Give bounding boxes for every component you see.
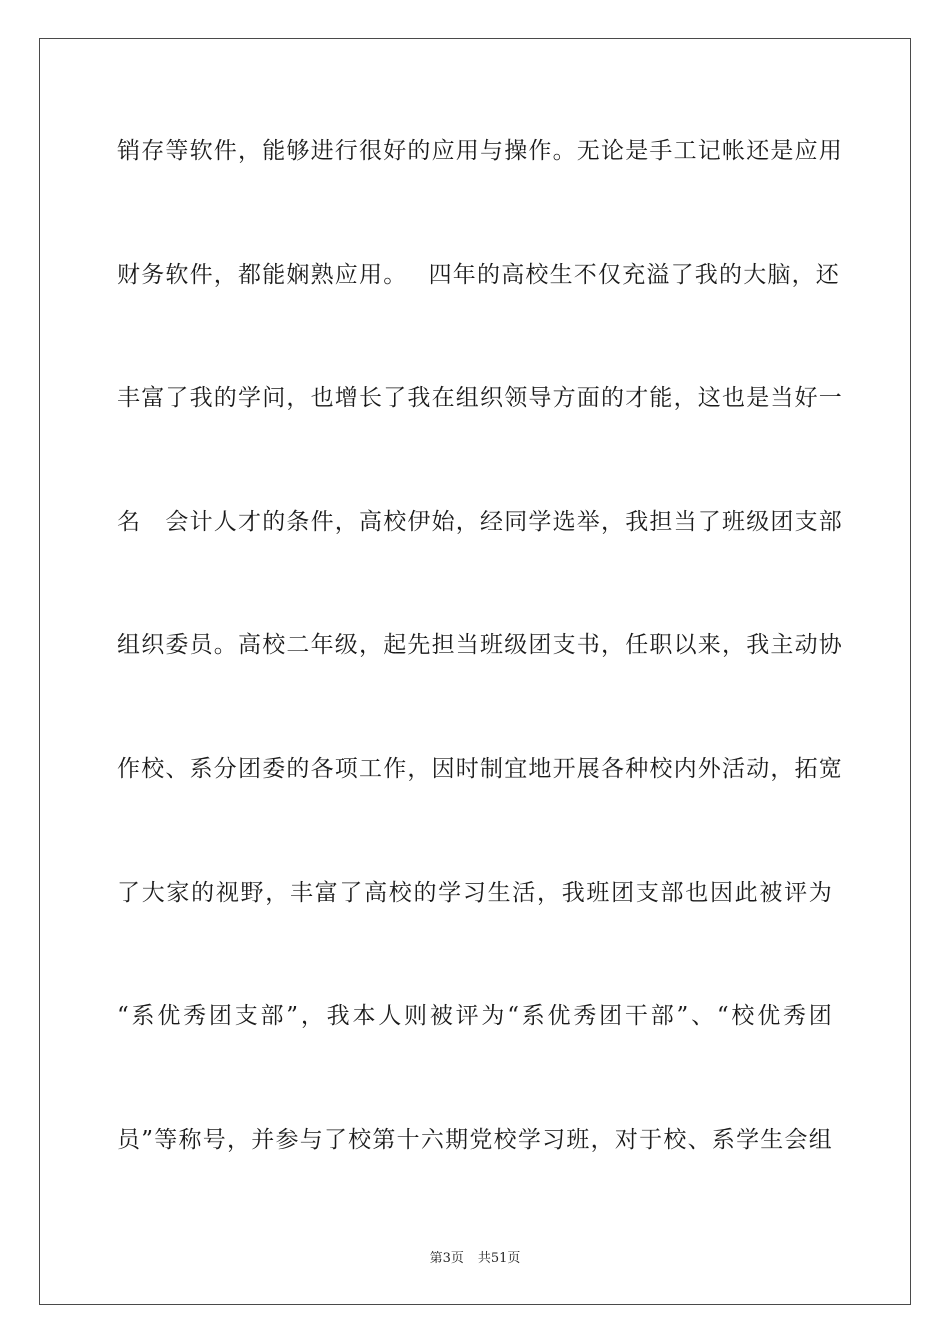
text-line-2: 财务软件，都能娴熟应用。 四年的高校生不仅充溢了我的大脑，还: [117, 261, 841, 288]
text-line-5: 组织委员。高校二年级，起先担当班级团支书，任职以来，我主动协: [117, 632, 843, 659]
page-footer: [0, 1247, 950, 1266]
text-line-4: 名 会计人才的条件，高校伊始，经同学选举，我担当了班级团支部: [117, 508, 843, 535]
text-line-7: 了大家的视野，丰富了高校的学习生活，我班团支部也因此被评为: [117, 879, 833, 906]
text-line-1: 销存等软件，能够进行很好的应用与操作。无论是手工记帐还是应用: [117, 138, 843, 164]
document-body: [117, 128, 843, 1240]
current-page-number: 第3页: [429, 1251, 464, 1266]
text-line-9: 员”等称号，并参与了校第十六期党校学习班，对于校、系学生会组: [117, 1126, 833, 1153]
total-page-count: 共51页: [477, 1251, 521, 1266]
text-line-8: “系优秀团支部”，我本人则被评为“系优秀团干部”、“校优秀团: [117, 1003, 833, 1030]
text-line-6: 作校、系分团委的各项工作，因时制宜地开展各种校内外活动，拓宽: [117, 755, 843, 782]
text-line-3: 丰富了我的学问，也增长了我在组织领导方面的才能，这也是当好一: [117, 385, 843, 412]
